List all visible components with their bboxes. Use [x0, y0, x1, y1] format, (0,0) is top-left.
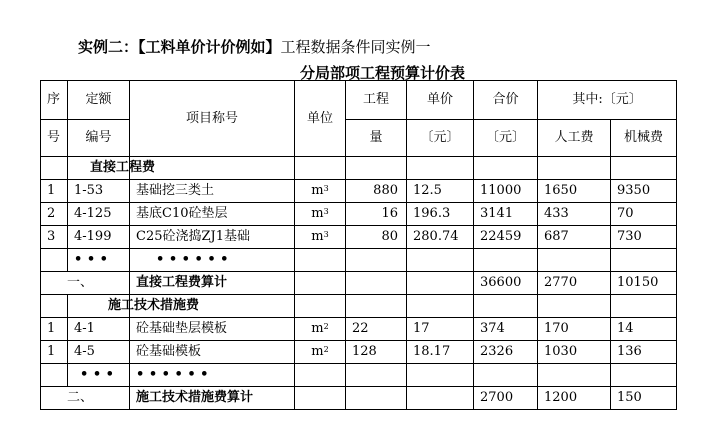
cell-labor: 1030 — [538, 341, 611, 364]
header-seq-bottom: 号 — [41, 120, 68, 157]
cell-name: 砼基础模板 — [130, 341, 295, 364]
heading-label: 实例二：【工料单价计价例如】 — [78, 38, 281, 56]
cell-unit: $m^3$ — [295, 226, 346, 249]
subtotal-row-direct — [41, 272, 677, 295]
table-row — [41, 341, 677, 364]
table-row — [41, 203, 677, 226]
cell-code: 1-53 — [68, 180, 130, 203]
cell-name: 基础挖三类土 — [130, 180, 295, 203]
ellipsis-code: • • • — [68, 249, 130, 272]
section-row-direct — [41, 157, 677, 180]
cell-price: 12.5 — [407, 180, 474, 203]
header-row-top — [41, 81, 677, 120]
header-code-top: 定额 — [68, 81, 130, 120]
subtotal-machine: 150 — [611, 387, 677, 410]
subtotal-labor: 2770 — [538, 272, 611, 295]
cell-no: 1 — [41, 180, 68, 203]
subtotal-total: 36600 — [474, 272, 538, 295]
cell-no: 1 — [41, 318, 68, 341]
cell-no: 2 — [41, 203, 68, 226]
header-price-top: 单价 — [407, 81, 474, 120]
cell-name: 砼基础垫层模板 — [130, 318, 295, 341]
subtotal-row-measures — [41, 387, 677, 410]
cell-labor: 433 — [538, 203, 611, 226]
cell-labor: 170 — [538, 318, 611, 341]
cell-price: 280.74 — [407, 226, 474, 249]
header-item: 项目称号 — [130, 81, 295, 157]
cell-unit: $m^2$ — [295, 318, 346, 341]
cell-qty: 128 — [346, 341, 407, 364]
cell-machine: 136 — [611, 341, 677, 364]
subtotal-no: 二、 — [41, 387, 130, 410]
header-qty-bottom: 量 — [346, 120, 407, 157]
header-machine: 机械费 — [611, 120, 677, 157]
header-price-bottom: 〔元〕 — [407, 120, 474, 157]
ellipsis-row — [41, 249, 677, 272]
cell-unit: $m^2$ — [295, 341, 346, 364]
section-direct-label: 直接工程费 — [90, 157, 255, 180]
cell-no: 1 — [41, 341, 68, 364]
section-measures-label: 施工技术措施费 — [108, 295, 273, 318]
cell-code: 4-5 — [68, 341, 130, 364]
subtotal-name: 施工技术措施费算计 — [130, 387, 295, 410]
cell-total: 11000 — [474, 180, 538, 203]
subtotal-no: 一、 — [41, 272, 130, 295]
cell-price: 18.17 — [407, 341, 474, 364]
budget-table — [40, 80, 677, 410]
cell-total: 2326 — [474, 341, 538, 364]
header-unit: 单位 — [295, 81, 346, 157]
cell-code: 4-199 — [68, 226, 130, 249]
header-qty-top: 工程 — [346, 81, 407, 120]
cell-price: 17 — [407, 318, 474, 341]
table-row — [41, 318, 677, 341]
cell-code: 4-125 — [68, 203, 130, 226]
cell-code: 4-1 — [68, 318, 130, 341]
header-total-bottom: 〔元〕 — [474, 120, 538, 157]
table-row — [41, 180, 677, 203]
cell-unit: $m^3$ — [295, 203, 346, 226]
ellipsis-row — [41, 364, 677, 387]
subtotal-total: 2700 — [474, 387, 538, 410]
cell-name: C25砼浇捣ZJ1基础 — [130, 226, 295, 249]
cell-machine: 14 — [611, 318, 677, 341]
header-total-top: 合价 — [474, 81, 538, 120]
cell-qty: 22 — [346, 318, 407, 341]
cell-price: 196.3 — [407, 203, 474, 226]
subtotal-name: 直接工程费算计 — [130, 272, 295, 295]
cell-unit: $m^3$ — [295, 180, 346, 203]
header-labor: 人工费 — [538, 120, 611, 157]
cell-labor: 687 — [538, 226, 611, 249]
cell-labor: 1650 — [538, 180, 611, 203]
cell-machine: 9350 — [611, 180, 677, 203]
ellipsis-name: • • • • • • — [130, 249, 295, 272]
heading-text: 工程数据条件同实例一 — [280, 38, 431, 56]
header-seq-top: 序 — [41, 81, 68, 120]
ellipsis-code: • • • — [68, 364, 130, 387]
cell-qty: 880 — [346, 180, 407, 203]
cell-name: 基底C10砼垫层 — [130, 203, 295, 226]
cell-total: 22459 — [474, 226, 538, 249]
table-title: 分局部项工程预算计价表 — [300, 64, 466, 82]
section-row-measures — [41, 295, 677, 318]
document-heading — [78, 36, 431, 57]
cell-total: 374 — [474, 318, 538, 341]
header-of-which: 其中:〔元〕 — [538, 81, 677, 120]
header-code-bottom: 编号 — [68, 120, 130, 157]
cell-machine: 730 — [611, 226, 677, 249]
subtotal-machine: 10150 — [611, 272, 677, 295]
cell-no: 3 — [41, 226, 68, 249]
cell-qty: 80 — [346, 226, 407, 249]
cell-qty: 16 — [346, 203, 407, 226]
subtotal-labor: 1200 — [538, 387, 611, 410]
table-row — [41, 226, 677, 249]
cell-total: 3141 — [474, 203, 538, 226]
ellipsis-name: • • • • • • — [130, 364, 295, 387]
cell-machine: 70 — [611, 203, 677, 226]
